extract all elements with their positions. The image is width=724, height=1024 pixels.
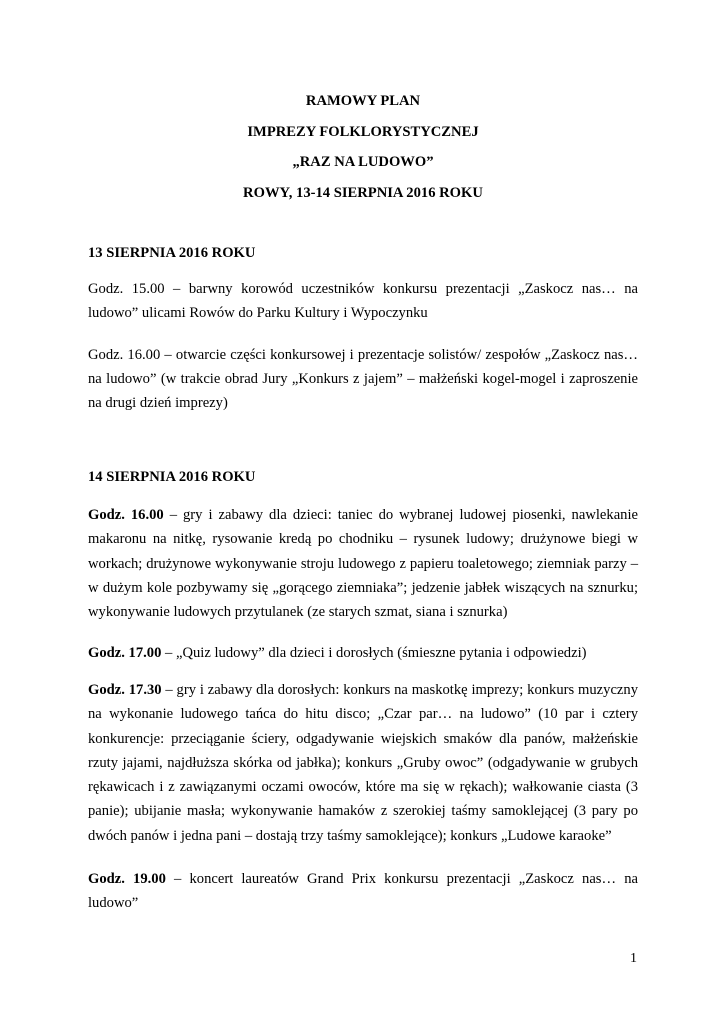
item-time: Godz. 19.00 bbox=[88, 871, 166, 887]
day2-heading: 14 SIERPNIA 2016 ROKU bbox=[88, 469, 256, 485]
page-number: 1 bbox=[630, 951, 637, 966]
title-line-event-name: „RAZ NA LUDOWO” bbox=[292, 154, 434, 170]
day2-item-2 bbox=[88, 641, 638, 665]
item-time: Godz. 16.00 bbox=[88, 507, 164, 523]
document-page bbox=[88, 0, 638, 1024]
item-description: – barwny korowód uczestników konkursu prezentacji „Zaskocz nas… na ludowo” ulicami Rowów do Parku Kultury i Wypoczynku bbox=[88, 281, 638, 322]
item-time: Godz. 16.00 bbox=[88, 347, 161, 363]
item-description: – koncert laureatów Grand Prix konkursu prezentacji „Zaskocz nas… na ludowo” bbox=[88, 871, 638, 912]
item-description: – gry i zabawy dla dzieci: taniec do wybranej ludowej piosenki, nawlekanie makaronu na nitkę, rysowanie kredą po chodniku – rysunek ludowy; drużynowe biegi w workach; drużynowe wykonywanie stroju ludowego z papieru toaletowego; ziemniak parzy – w dużym kole pozbywamy się „gorącego ziemniaka”; jedzenie jabłek wiszących na sznurku; wykonywanie ludowych przytulanek (ze starych szmat, siana i sznurka) bbox=[88, 507, 639, 621]
item-time: Godz. 17.00 bbox=[88, 645, 162, 661]
item-description: – gry i zabawy dla dorosłych: konkurs na maskotkę imprezy; konkurs muzyczny na wykonanie ludowego tańca do hitu disco; „Czar par… na ludowo” (10 par i cztery konkurencje: przeciąganie ściery, odgadywanie wiejskich smaków dla panów, małżeńskie rzuty jajami, najdłuższa skórka od jabłka); konkurs „Gruby owoc” (odgadywanie w grubych rękawicach i z zawiązanymi oczami owoców, które ma się w rękach); wałkowanie ciasta (3 panie); ubijanie masła; wykonywanie hamaków z szerokiej taśmy samoklejącej (3 pary po dwóch panów i jedna pani – dostają trzy taśmy samoklejące); konkurs „Ludowe karaoke” bbox=[88, 682, 638, 844]
day1-heading: 13 SIERPNIA 2016 ROKU bbox=[88, 245, 256, 261]
day2-item-1 bbox=[88, 503, 638, 624]
item-description: – otwarcie części konkursowej i prezentacje solistów/ zespołów „Zaskocz nas… na ludowo” (w trakcie obrad Jury „Konkurs z jajem” – małżeński kogel-mogel i zaproszenie na drugi dzień imprezy) bbox=[88, 347, 638, 412]
day1-item-2 bbox=[88, 343, 638, 416]
title-line-event-type: IMPREZY FOLKLORYSTYCZNEJ bbox=[247, 123, 479, 140]
title-line-plan: RAMOWY PLAN bbox=[305, 93, 421, 109]
item-time: Godz. 15.00 bbox=[88, 281, 165, 297]
day2-item-3 bbox=[88, 678, 638, 848]
day2-item-4 bbox=[88, 867, 638, 915]
title-line-place-date: ROWY, 13-14 SIERPNIA 2016 ROKU bbox=[243, 184, 483, 201]
item-time: Godz. 17.30 bbox=[88, 682, 162, 698]
item-description: – „Quiz ludowy” dla dzieci i dorosłych (śmieszne pytania i odpowiedzi) bbox=[161, 645, 587, 661]
day1-item-1 bbox=[88, 277, 638, 325]
document-title-block bbox=[88, 86, 638, 208]
